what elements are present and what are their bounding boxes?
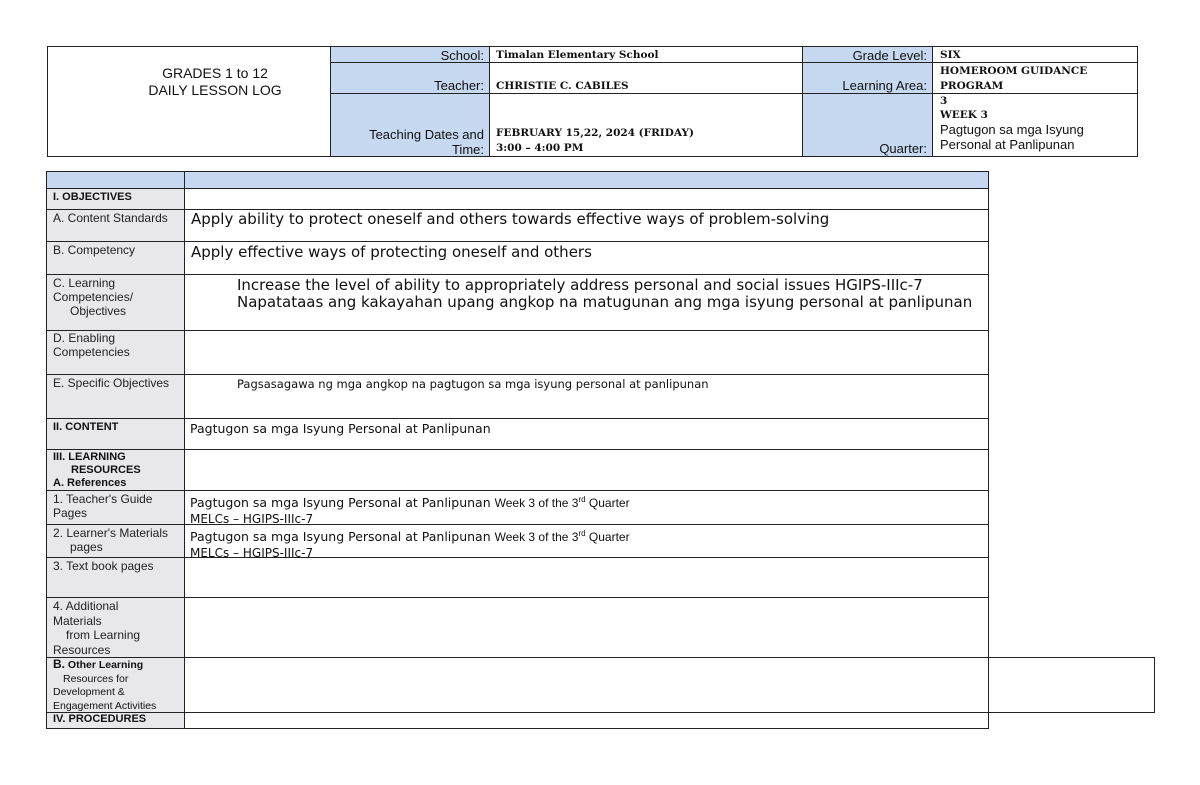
learners-materials-topic: Pagtugon sa mga Isyung Personal at Panlipunan [190, 529, 491, 544]
title-line-2: DAILY LESSON LOG [148, 82, 282, 98]
learning-competencies-label-2: Objectives [70, 304, 127, 318]
additional-materials-label [53, 599, 140, 657]
content-standards-label: A. Content Standards [53, 211, 168, 225]
other-resources-label-2: Resources for [63, 672, 129, 685]
dates-line: FEBRUARY 15,22, 2024 (FRIDAY) [496, 127, 694, 139]
teaching-dates-label: Teaching Dates and Time: [369, 127, 484, 157]
grade-level-label: Grade Level: [852, 48, 927, 63]
other-resources-label-3: Development & [53, 686, 125, 698]
additional-materials-label-1: 4. Additional [53, 599, 119, 613]
teachers-guide-sup: rd [578, 495, 586, 504]
specific-objectives-text: Pagsasagawa ng mga angkop na pagtugon sa mga isyung personal at panlipunan [237, 377, 709, 391]
teachers-guide-quarter: Quarter [588, 496, 630, 510]
title-line-1: GRADES 1 to 12 [162, 65, 268, 81]
additional-materials-label-3: from Learning [66, 628, 141, 642]
school-value: Timalan Elementary School [496, 49, 659, 61]
learning-competencies-text [237, 277, 977, 311]
content-text: Pagtugon sa mga Isyung Personal at Panlipunan [190, 421, 491, 436]
learners-materials-label-2: pages [70, 540, 103, 554]
grade-level-value: SIX [940, 49, 961, 61]
school-label: School: [440, 48, 484, 63]
document-title [100, 65, 330, 99]
additional-materials-label-4: Resources [53, 642, 111, 657]
specific-objectives-label: E. Specific Objectives [53, 376, 170, 390]
references-heading: A. References [53, 477, 127, 489]
learners-materials-week: Week 3 of the 3 [494, 530, 579, 544]
time-line: 3:00 – 4:00 PM [496, 142, 584, 154]
objectives-heading: I. OBJECTIVES [53, 191, 132, 203]
teachers-guide-label-1: 1. Teacher's Guide [53, 492, 153, 506]
teachers-guide-label [53, 492, 152, 520]
learning-competencies-label-1: C. Learning Competencies/ [53, 276, 134, 304]
other-resources-label-1: Other Learning [67, 659, 144, 671]
other-resources-letter: B. [53, 657, 65, 671]
learning-competency-filipino: Napatataas ang kakayahan upang angkop na matugunan ang mga isyung personal at panlipunan [237, 293, 973, 311]
learners-materials-sup: rd [578, 529, 586, 538]
teacher-label: Teacher: [434, 78, 484, 93]
content-heading: II. CONTENT [53, 421, 119, 433]
textbook-pages-label: 3. Text book pages [53, 559, 154, 573]
other-resources-label-4: Engagement Activities [53, 699, 157, 712]
learning-competency-english: Increase the level of ability to appropriately address personal and social issues HGIPS-IIIc-7 [237, 276, 923, 294]
learners-materials-label [53, 526, 168, 554]
additional-materials-label-2: Materials [53, 613, 102, 628]
content-standards-text: Apply ability to protect oneself and others towards effective ways of problem-solving [191, 210, 830, 228]
quarter-number: 3 [940, 95, 948, 107]
learning-area-label: Learning Area: [842, 78, 927, 93]
learning-area-value: HOMEROOM GUIDANCE PROGRAM [940, 65, 1088, 92]
teachers-guide-topic: Pagtugon sa mga Isyung Personal at Panlipunan [190, 495, 491, 510]
quarter-topic: Pagtugon sa mga Isyung Personal at Panlipunan [940, 122, 1084, 152]
quarter-week: WEEK 3 [940, 109, 988, 121]
learning-competencies-label [53, 276, 183, 318]
learners-materials-quarter: Quarter [588, 530, 630, 544]
teachers-guide-week: Week 3 of the 3 [494, 496, 579, 510]
enabling-competencies-label: D. Enabling Competencies [53, 331, 130, 359]
learners-materials-label-1: 2. Learner's Materials [53, 526, 169, 540]
learning-resources-heading-1: III. LEARNING [53, 451, 126, 463]
quarter-value [940, 94, 1135, 152]
learning-resources-heading [53, 451, 141, 490]
procedures-heading: IV. PROCEDURES [53, 713, 147, 725]
learners-materials-text [190, 526, 630, 561]
learners-materials-melc: MELCs – HGIPS-IIIc-7 [190, 546, 314, 560]
competency-text: Apply effective ways of protecting oneself and others [191, 243, 592, 261]
teachers-guide-label-2: Pages [53, 506, 88, 520]
teachers-guide-text [190, 492, 630, 527]
learning-resources-heading-2: RESOURCES [71, 464, 141, 476]
competency-label: B. Competency [53, 243, 136, 257]
teacher-value: CHRISTIE C. CABILES [496, 80, 629, 92]
teachers-guide-melc: MELCs – HGIPS-IIIc-7 [190, 512, 314, 526]
teaching-dates-value [496, 126, 694, 156]
quarter-label: Quarter: [879, 141, 927, 156]
other-resources-label [53, 658, 156, 713]
